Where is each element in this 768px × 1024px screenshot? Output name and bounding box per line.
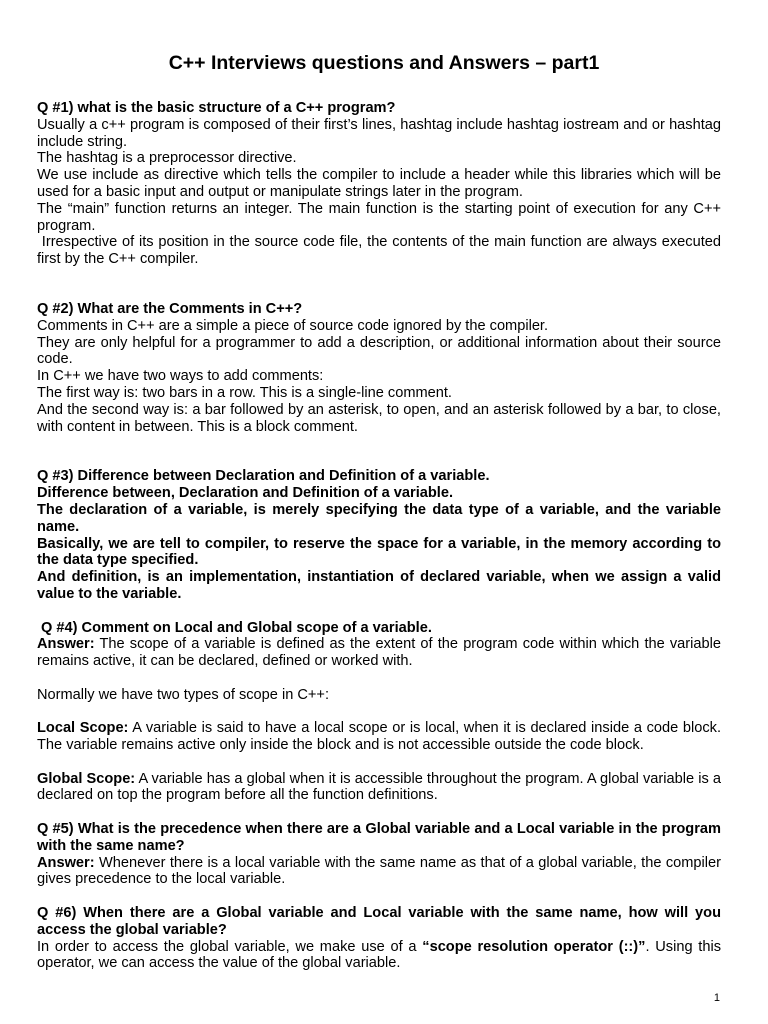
q4-answer	[37, 636, 721, 670]
q3-question: Q #3) Difference between Declaration and Definition of a variable.	[37, 468, 490, 485]
q6-operator: “scope resolution operator (::)”	[422, 938, 646, 955]
q4-local-label: Local Scope:	[37, 720, 129, 737]
q2-line: They are only helpful for a programmer to add a description, or additional information about their source code.	[37, 334, 721, 368]
q1-line: The “main” function returns an integer. The main function is the starting point of execution for any C++ program.	[37, 200, 721, 234]
q3-line: And definition, is an implementation, instantiation of declared variable, when we assign a valid value to the variable.	[37, 569, 721, 602]
q4-global-scope	[37, 771, 721, 805]
q2-section	[37, 301, 721, 435]
page-title: C++ Interviews questions and Answers – part1	[168, 52, 600, 74]
q3-line: Difference between, Declaration and Definition of a variable.	[37, 485, 454, 502]
q5-question: Q #5) What is the precedence when there are a Global variable and a Local variable in the program with the same name?	[37, 821, 721, 854]
q1-section	[37, 100, 721, 268]
q2-line: Comments in C++ are a simple a piece of source code ignored by the compiler.	[37, 317, 549, 334]
q1-line: Usually a c++ program is composed of their first’s lines, hashtag include hashtag iostream and or hashtag include string.	[37, 116, 721, 150]
q4-question: Q #4) Comment on Local and Global scope of a variable.	[41, 619, 432, 636]
q2-line: The first way is: two bars in a row. This is a single-line comment.	[37, 384, 452, 401]
q5-answer-label: Answer:	[37, 854, 95, 871]
q5-section	[37, 821, 721, 888]
q4-section	[37, 620, 721, 805]
q1-line: The hashtag is a preprocessor directive.	[37, 150, 297, 167]
q2-line: And the second way is: a bar followed by an asterisk, to open, and an asterisk followed by a bar, to close, with content in between. This is a block comment.	[37, 401, 721, 435]
q1-question: Q #1) what is the basic structure of a C++ program?	[37, 100, 396, 116]
q2-question: Q #2) What are the Comments in C++?	[37, 300, 303, 317]
q4-local-text: A variable is said to have a local scope or is local, when it is declared inside a code block. The variable remains active only inside the block and is not accessible outside the code block.	[37, 720, 722, 754]
q4-answer-text: The scope of a variable is defined as the extent of the program code within which the variable remains active, it can be declared, defined or worked with.	[37, 636, 721, 670]
q1-line: We use include as directive which tells the compiler to include a header while this libraries which will be used for a basic input and output or manipulate strings later in the program.	[37, 167, 721, 200]
q4-global-text: A variable has a global when it is accessible throughout the program. A global variable is a declared on top the program before all the function definitions.	[37, 770, 721, 804]
q2-line: In C++ we have two ways to add comments:	[37, 368, 324, 385]
q3-line: The declaration of a variable, is merely specifying the data type of a variable, and the variable name.	[37, 501, 721, 535]
q6-question: Q #6) When there are a Global variable and Local variable with the same name, how will you access the global variable?	[37, 905, 721, 938]
page-number: 1	[713, 992, 720, 1004]
q4-types-intro: Normally we have two types of scope in C++:	[37, 686, 330, 703]
q4-global-label: Global Scope:	[37, 770, 136, 787]
q6-section	[37, 905, 721, 972]
q6-answer	[37, 939, 721, 973]
q4-local-scope	[37, 720, 721, 754]
q5-answer	[37, 855, 721, 889]
q6-text-before: In order to access the global variable, we make use of a	[37, 938, 423, 955]
q6-text-after: . Using this operator, we can access the value of the global variable.	[37, 938, 722, 972]
q4-answer-label: Answer:	[37, 636, 95, 653]
q1-line: Irrespective of its position in the source code file, the contents of the main function are always executed first by the C++ compiler.	[37, 234, 721, 268]
q3-line: Basically, we are tell to compiler, to reserve the space for a variable, in the memory according to the data type specified.	[37, 535, 721, 569]
q5-answer-text: Whenever there is a local variable with the same name as that of a global variable, the compiler gives precedence to the local variable.	[37, 854, 721, 888]
q3-section	[37, 468, 721, 602]
